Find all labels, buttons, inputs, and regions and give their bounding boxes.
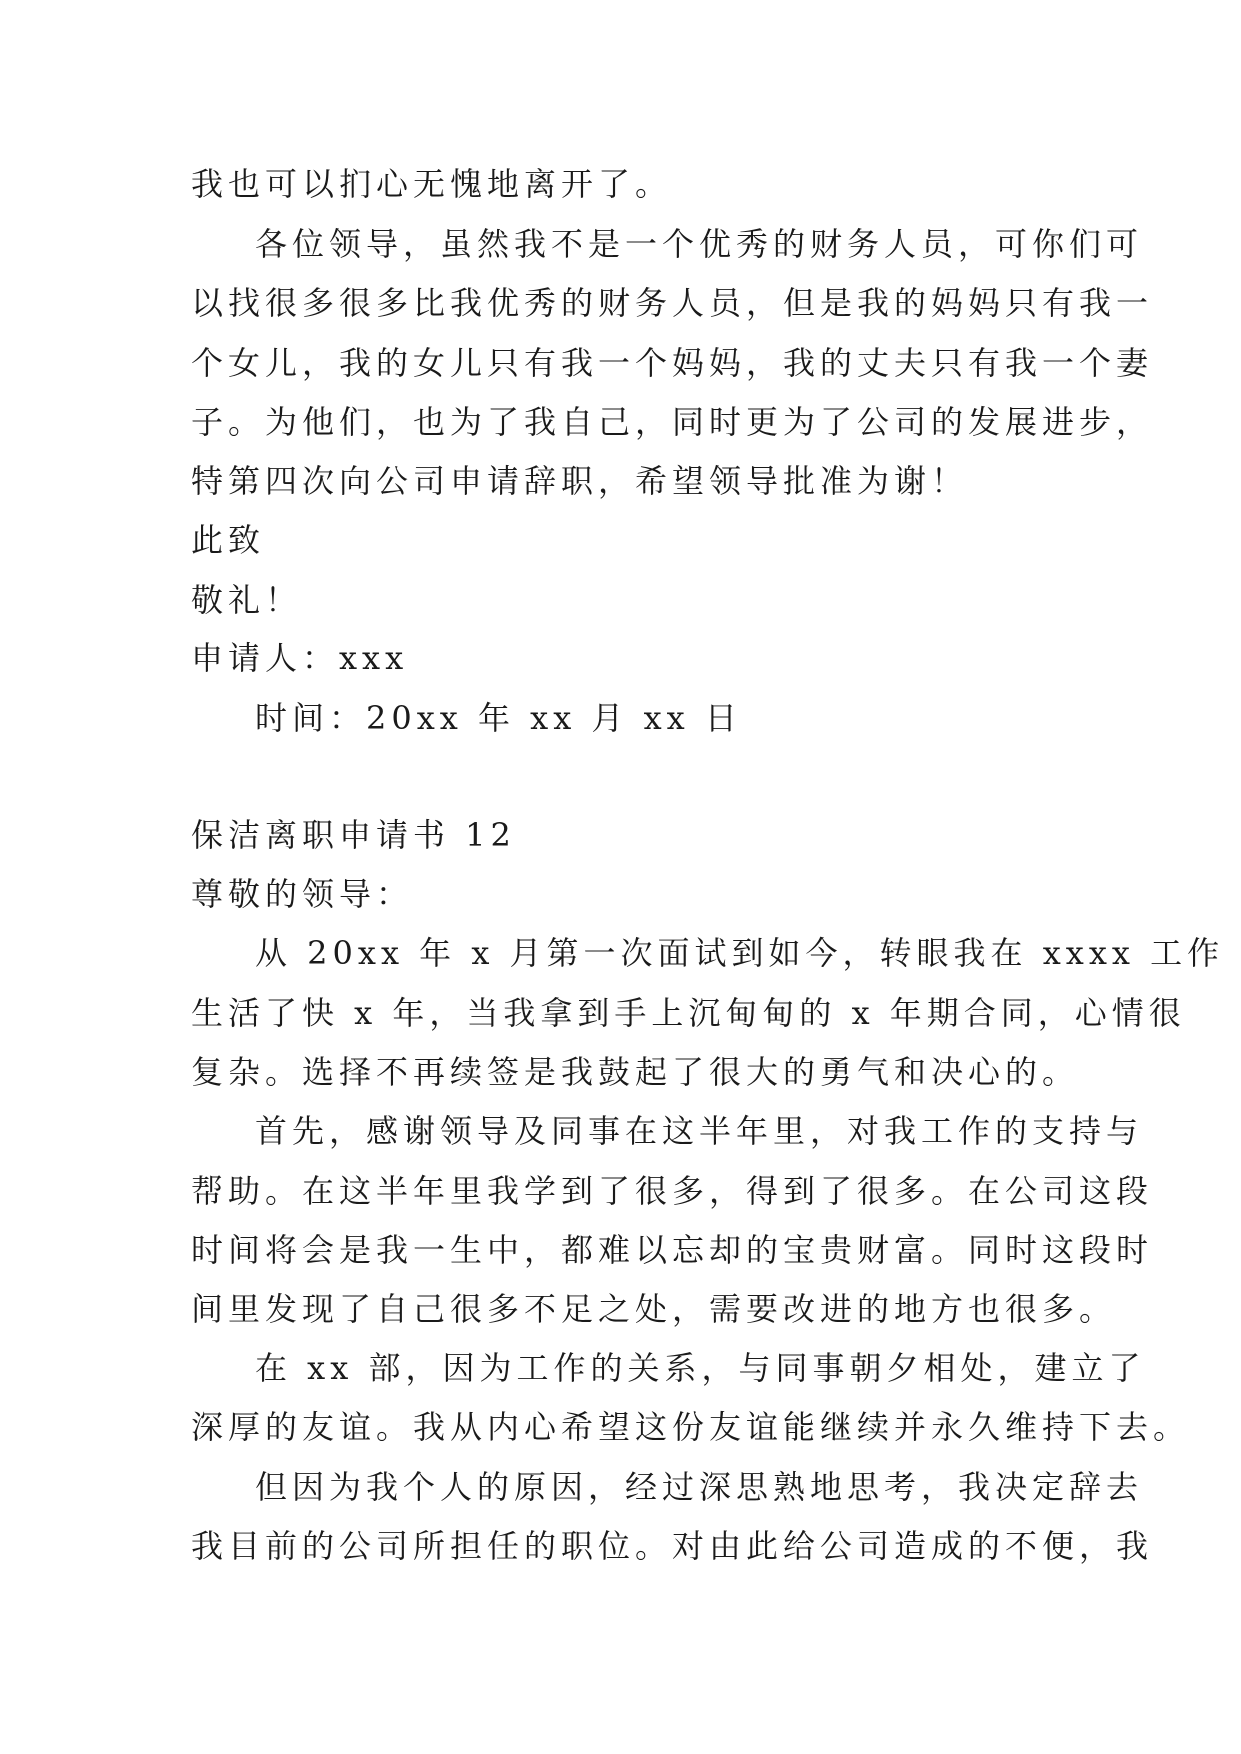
date-line: 时间：20xx 年 xx 月 xx 日: [255, 699, 742, 737]
text-line: 在 xx 部，因为工作的关系，与同事朝夕相处，建立了: [255, 1349, 1146, 1387]
applicant-line: 申请人：xxx: [191, 639, 409, 677]
text-line: 子。为他们，也为了我自己，同时更为了公司的发展进步，: [191, 403, 1154, 441]
text-line: 以找很多很多比我优秀的财务人员，但是我的妈妈只有我一: [191, 284, 1154, 322]
text-line: 首先，感谢领导及同事在这半年里，对我工作的支持与: [255, 1112, 1144, 1150]
closing-line: 此致: [191, 521, 266, 559]
text-line: 但因为我个人的原因，经过深思熟地思考，我决定辞去: [255, 1468, 1144, 1506]
text-line: 个女儿，我的女儿只有我一个妈妈，我的丈夫只有我一个妻: [191, 344, 1154, 382]
text-line: 帮助。在这半年里我学到了很多，得到了很多。在公司这段: [191, 1172, 1154, 1210]
salutation: 尊敬的领导：: [191, 875, 414, 913]
section-title: 保洁离职申请书 12: [191, 816, 516, 854]
text-line: 生活了快 x 年，当我拿到手上沉甸甸的 x 年期合同，心情很: [191, 994, 1186, 1032]
closing-line: 敬礼！: [191, 581, 303, 619]
text-line: 时间将会是我一生中，都难以忘却的宝贵财富。同时这段时: [191, 1231, 1154, 1269]
text-line: 各位领导，虽然我不是一个优秀的财务人员，可你们可: [255, 225, 1144, 263]
text-line: 深厚的友谊。我从内心希望这份友谊能继续并永久维持下去。: [191, 1408, 1191, 1446]
text-line: 特第四次向公司申请辞职，希望领导批准为谢！: [191, 462, 969, 500]
text-line: 从 20xx 年 x 月第一次面试到如今，转眼我在 xxxx 工作: [255, 934, 1225, 972]
text-line: 我也可以扪心无愧地离开了。: [191, 165, 673, 203]
text-line: 我目前的公司所担任的职位。对由此给公司造成的不便，我: [191, 1527, 1154, 1565]
text-line: 间里发现了自己很多不足之处，需要改进的地方也很多。: [191, 1290, 1117, 1328]
text-line: 复杂。选择不再续签是我鼓起了很大的勇气和决心的。: [191, 1053, 1080, 1091]
